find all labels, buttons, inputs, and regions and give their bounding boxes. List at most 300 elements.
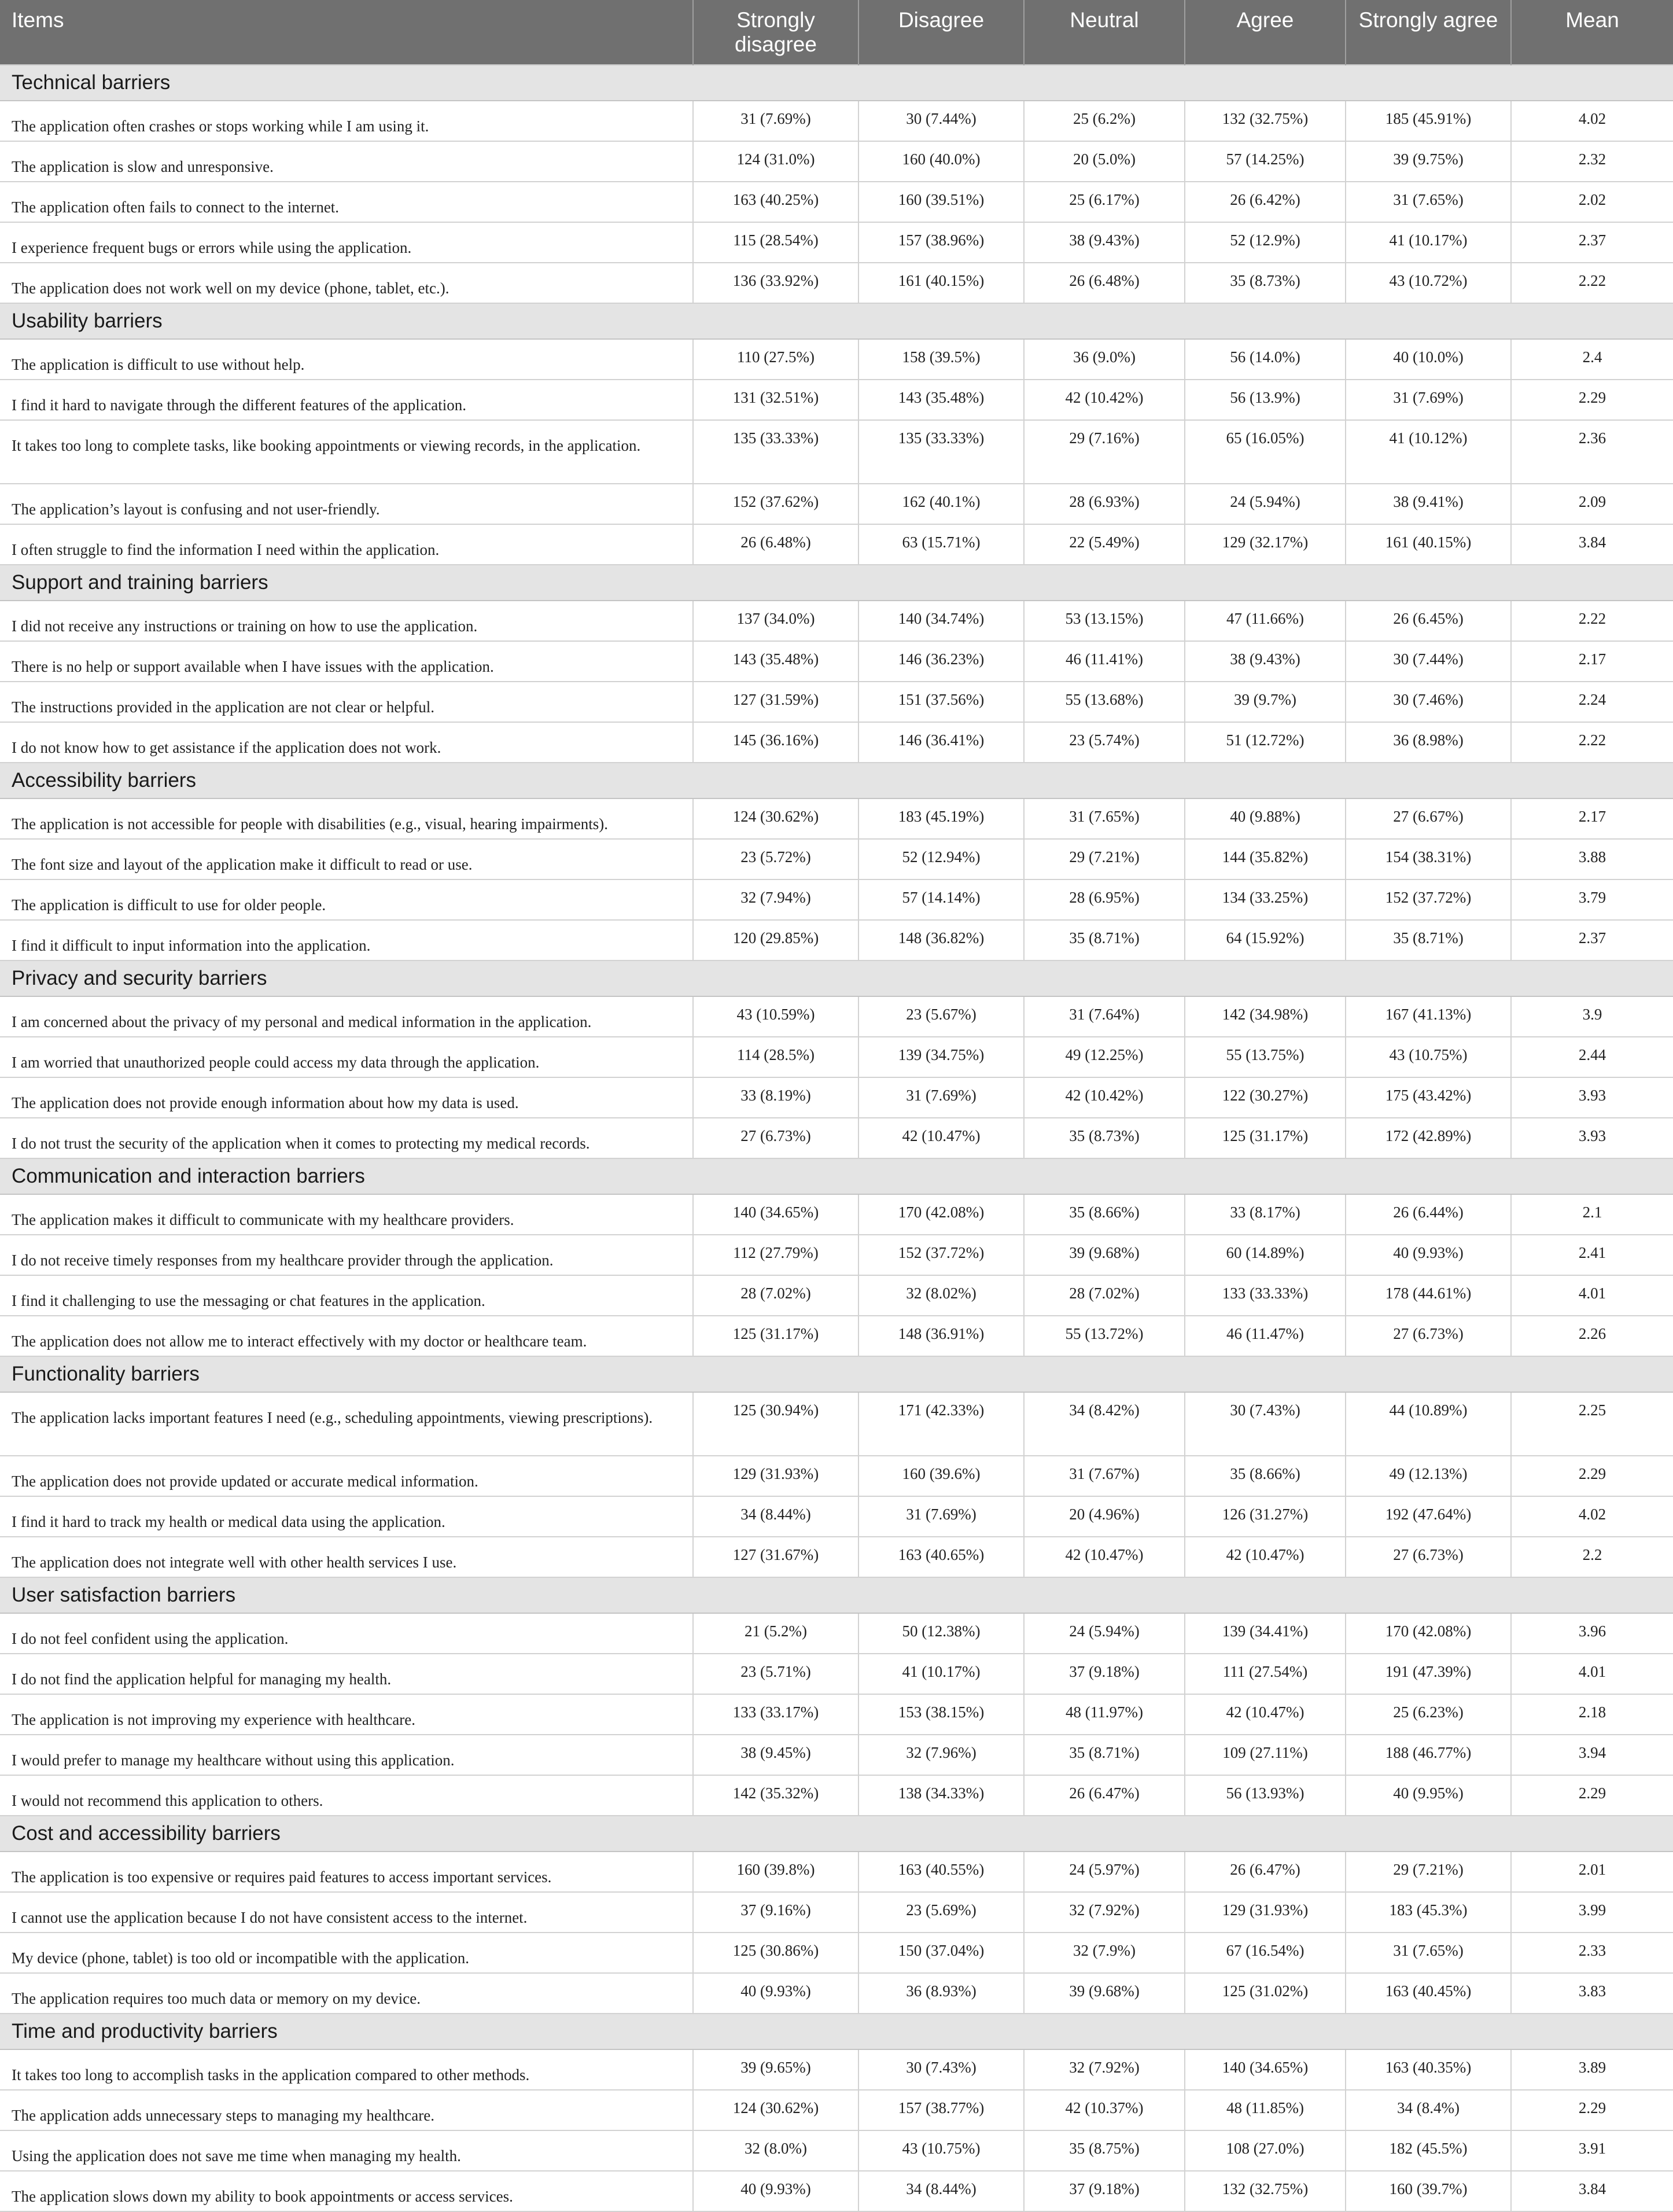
agree-cell: 26 (6.47%)	[1185, 1852, 1346, 1892]
strongly-disagree-cell: 27 (6.73%)	[693, 1118, 858, 1158]
section-title: Cost and accessibility barriers	[0, 1816, 1673, 1852]
item-text: I am worried that unauthorized people could access my data through the application.	[0, 1037, 693, 1077]
section-title: Time and productivity barriers	[0, 2014, 1673, 2049]
table-row	[0, 2049, 1673, 2090]
strongly-agree-cell: 182 (45.5%)	[1346, 2130, 1511, 2171]
table-row	[0, 1456, 1673, 1496]
table-row	[0, 420, 1673, 484]
disagree-cell: 23 (5.69%)	[858, 1892, 1024, 1933]
disagree-cell: 160 (39.51%)	[858, 182, 1024, 222]
neutral-cell: 34 (8.42%)	[1024, 1392, 1185, 1456]
strongly-disagree-cell: 145 (36.16%)	[693, 722, 858, 763]
neutral-cell: 29 (7.16%)	[1024, 420, 1185, 484]
item-text: I do not receive timely responses from my healthcare provider through the application.	[0, 1235, 693, 1275]
section-row	[0, 960, 1673, 996]
item-text: I find it difficult to input information into the application.	[0, 920, 693, 960]
disagree-cell: 36 (8.93%)	[858, 1973, 1024, 2014]
section-row	[0, 1158, 1673, 1194]
item-text: The application does not provide updated or accurate medical information.	[0, 1456, 693, 1496]
strongly-agree-cell: 29 (7.21%)	[1346, 1852, 1511, 1892]
strongly-disagree-cell: 143 (35.48%)	[693, 641, 858, 682]
neutral-cell: 32 (7.92%)	[1024, 2049, 1185, 2090]
neutral-cell: 37 (9.18%)	[1024, 1654, 1185, 1694]
strongly-agree-cell: 40 (10.0%)	[1346, 339, 1511, 380]
neutral-cell: 39 (9.68%)	[1024, 1235, 1185, 1275]
disagree-cell: 146 (36.23%)	[858, 641, 1024, 682]
table-row	[0, 339, 1673, 380]
strongly-agree-cell: 44 (10.89%)	[1346, 1392, 1511, 1456]
table-row	[0, 1537, 1673, 1577]
strongly-agree-cell: 188 (46.77%)	[1346, 1735, 1511, 1775]
strongly-disagree-cell: 124 (30.62%)	[693, 798, 858, 839]
neutral-cell: 32 (7.9%)	[1024, 1933, 1185, 1973]
section-row	[0, 65, 1673, 101]
neutral-cell: 38 (9.43%)	[1024, 222, 1185, 263]
strongly-disagree-cell: 136 (33.92%)	[693, 263, 858, 303]
strongly-disagree-cell: 32 (8.0%)	[693, 2130, 858, 2171]
strongly-agree-cell: 26 (6.45%)	[1346, 601, 1511, 641]
mean-cell: 4.01	[1511, 1275, 1673, 1316]
item-text: I experience frequent bugs or errors while using the application.	[0, 222, 693, 263]
disagree-cell: 170 (42.08%)	[858, 1194, 1024, 1235]
item-text: I am concerned about the privacy of my personal and medical information in the application.	[0, 996, 693, 1037]
mean-cell: 3.94	[1511, 1735, 1673, 1775]
strongly-agree-cell: 43 (10.72%)	[1346, 263, 1511, 303]
agree-cell: 56 (14.0%)	[1185, 339, 1346, 380]
strongly-disagree-cell: 40 (9.93%)	[693, 1973, 858, 2014]
item-text: I find it challenging to use the messaging or chat features in the application.	[0, 1275, 693, 1316]
strongly-disagree-cell: 40 (9.93%)	[693, 2171, 858, 2211]
agree-cell: 126 (31.27%)	[1185, 1496, 1346, 1537]
mean-cell: 3.9	[1511, 996, 1673, 1037]
header-agree: Agree	[1185, 0, 1346, 65]
table-row	[0, 682, 1673, 722]
mean-cell: 2.29	[1511, 380, 1673, 420]
strongly-disagree-cell: 152 (37.62%)	[693, 484, 858, 524]
neutral-cell: 36 (9.0%)	[1024, 339, 1185, 380]
strongly-agree-cell: 40 (9.93%)	[1346, 1235, 1511, 1275]
mean-cell: 2.1	[1511, 1194, 1673, 1235]
table-row	[0, 1235, 1673, 1275]
strongly-agree-cell: 160 (39.7%)	[1346, 2171, 1511, 2211]
neutral-cell: 53 (13.15%)	[1024, 601, 1185, 641]
agree-cell: 108 (27.0%)	[1185, 2130, 1346, 2171]
table-row	[0, 920, 1673, 960]
item-text: The application does not work well on my device (phone, tablet, etc.).	[0, 263, 693, 303]
mean-cell: 3.79	[1511, 879, 1673, 920]
item-text: The application often fails to connect to the internet.	[0, 182, 693, 222]
agree-cell: 133 (33.33%)	[1185, 1275, 1346, 1316]
agree-cell: 51 (12.72%)	[1185, 722, 1346, 763]
strongly-agree-cell: 170 (42.08%)	[1346, 1613, 1511, 1654]
item-text: I do not know how to get assistance if the application does not work.	[0, 722, 693, 763]
table-row	[0, 1694, 1673, 1735]
item-text: The application adds unnecessary steps to managing my healthcare.	[0, 2090, 693, 2130]
strongly-disagree-cell: 28 (7.02%)	[693, 1275, 858, 1316]
neutral-cell: 31 (7.65%)	[1024, 798, 1185, 839]
item-text: I do not find the application helpful for managing my health.	[0, 1654, 693, 1694]
mean-cell: 4.02	[1511, 101, 1673, 141]
header-disagree: Disagree	[858, 0, 1024, 65]
item-text: It takes too long to accomplish tasks in the application compared to other methods.	[0, 2049, 693, 2090]
section-row	[0, 763, 1673, 798]
table-row	[0, 1892, 1673, 1933]
mean-cell: 2.22	[1511, 722, 1673, 763]
table-row	[0, 1392, 1673, 1456]
neutral-cell: 35 (8.73%)	[1024, 1118, 1185, 1158]
disagree-cell: 50 (12.38%)	[858, 1613, 1024, 1654]
disagree-cell: 157 (38.77%)	[858, 2090, 1024, 2130]
item-text: The application does not integrate well with other health services I use.	[0, 1537, 693, 1577]
neutral-cell: 35 (8.71%)	[1024, 920, 1185, 960]
neutral-cell: 32 (7.92%)	[1024, 1892, 1185, 1933]
section-row	[0, 565, 1673, 601]
table-body	[0, 65, 1673, 2211]
table-row	[0, 141, 1673, 182]
table-row	[0, 222, 1673, 263]
strongly-disagree-cell: 110 (27.5%)	[693, 339, 858, 380]
mean-cell: 2.44	[1511, 1037, 1673, 1077]
disagree-cell: 148 (36.91%)	[858, 1316, 1024, 1356]
neutral-cell: 35 (8.71%)	[1024, 1735, 1185, 1775]
strongly-agree-cell: 38 (9.41%)	[1346, 484, 1511, 524]
disagree-cell: 43 (10.75%)	[858, 2130, 1024, 2171]
item-text: I would not recommend this application to others.	[0, 1775, 693, 1816]
strongly-disagree-cell: 125 (31.17%)	[693, 1316, 858, 1356]
mean-cell: 3.99	[1511, 1892, 1673, 1933]
neutral-cell: 31 (7.67%)	[1024, 1456, 1185, 1496]
agree-cell: 26 (6.42%)	[1185, 182, 1346, 222]
mean-cell: 2.29	[1511, 2090, 1673, 2130]
disagree-cell: 152 (37.72%)	[858, 1235, 1024, 1275]
agree-cell: 67 (16.54%)	[1185, 1933, 1346, 1973]
table-row	[0, 1496, 1673, 1537]
strongly-disagree-cell: 39 (9.65%)	[693, 2049, 858, 2090]
item-text: The application does not provide enough information about how my data is used.	[0, 1077, 693, 1118]
strongly-disagree-cell: 127 (31.67%)	[693, 1537, 858, 1577]
strongly-disagree-cell: 125 (30.86%)	[693, 1933, 858, 1973]
disagree-cell: 148 (36.82%)	[858, 920, 1024, 960]
disagree-cell: 160 (39.6%)	[858, 1456, 1024, 1496]
item-text: The application is difficult to use for older people.	[0, 879, 693, 920]
mean-cell: 2.22	[1511, 601, 1673, 641]
table-row	[0, 1077, 1673, 1118]
agree-cell: 42 (10.47%)	[1185, 1694, 1346, 1735]
strongly-disagree-cell: 140 (34.65%)	[693, 1194, 858, 1235]
strongly-disagree-cell: 114 (28.5%)	[693, 1037, 858, 1077]
agree-cell: 24 (5.94%)	[1185, 484, 1346, 524]
strongly-disagree-cell: 133 (33.17%)	[693, 1694, 858, 1735]
item-text: The application’s layout is confusing and not user-friendly.	[0, 484, 693, 524]
strongly-agree-cell: 192 (47.64%)	[1346, 1496, 1511, 1537]
disagree-cell: 63 (15.71%)	[858, 524, 1024, 565]
mean-cell: 3.91	[1511, 2130, 1673, 2171]
mean-cell: 2.32	[1511, 141, 1673, 182]
agree-cell: 122 (30.27%)	[1185, 1077, 1346, 1118]
item-text: The application is too expensive or requires paid features to access important services.	[0, 1852, 693, 1892]
section-row	[0, 1356, 1673, 1392]
table-row	[0, 996, 1673, 1037]
table-row	[0, 1933, 1673, 1973]
agree-cell: 56 (13.93%)	[1185, 1775, 1346, 1816]
mean-cell: 2.25	[1511, 1392, 1673, 1456]
agree-cell: 48 (11.85%)	[1185, 2090, 1346, 2130]
mean-cell: 2.09	[1511, 484, 1673, 524]
agree-cell: 60 (14.89%)	[1185, 1235, 1346, 1275]
strongly-agree-cell: 175 (43.42%)	[1346, 1077, 1511, 1118]
strongly-agree-cell: 41 (10.12%)	[1346, 420, 1511, 484]
agree-cell: 56 (13.9%)	[1185, 380, 1346, 420]
disagree-cell: 32 (7.96%)	[858, 1735, 1024, 1775]
disagree-cell: 52 (12.94%)	[858, 839, 1024, 879]
strongly-agree-cell: 31 (7.65%)	[1346, 182, 1511, 222]
agree-cell: 52 (12.9%)	[1185, 222, 1346, 263]
strongly-agree-cell: 185 (45.91%)	[1346, 101, 1511, 141]
strongly-disagree-cell: 142 (35.32%)	[693, 1775, 858, 1816]
item-text: I find it hard to track my health or medical data using the application.	[0, 1496, 693, 1537]
strongly-disagree-cell: 129 (31.93%)	[693, 1456, 858, 1496]
neutral-cell: 22 (5.49%)	[1024, 524, 1185, 565]
item-text: I do not feel confident using the application.	[0, 1613, 693, 1654]
mean-cell: 2.37	[1511, 222, 1673, 263]
mean-cell: 3.96	[1511, 1613, 1673, 1654]
disagree-cell: 41 (10.17%)	[858, 1654, 1024, 1694]
item-text: The application is not accessible for people with disabilities (e.g., visual, hearing impairments).	[0, 798, 693, 839]
disagree-cell: 158 (39.5%)	[858, 339, 1024, 380]
neutral-cell: 49 (12.25%)	[1024, 1037, 1185, 1077]
table-row	[0, 1973, 1673, 2014]
disagree-cell: 146 (36.41%)	[858, 722, 1024, 763]
strongly-agree-cell: 26 (6.44%)	[1346, 1194, 1511, 1235]
disagree-cell: 30 (7.43%)	[858, 2049, 1024, 2090]
mean-cell: 4.02	[1511, 1496, 1673, 1537]
mean-cell: 3.83	[1511, 1973, 1673, 2014]
item-text: My device (phone, tablet) is too old or incompatible with the application.	[0, 1933, 693, 1973]
strongly-agree-cell: 27 (6.73%)	[1346, 1537, 1511, 1577]
mean-cell: 2.02	[1511, 182, 1673, 222]
table-row	[0, 1037, 1673, 1077]
agree-cell: 35 (8.66%)	[1185, 1456, 1346, 1496]
table-row	[0, 101, 1673, 141]
disagree-cell: 183 (45.19%)	[858, 798, 1024, 839]
strongly-agree-cell: 35 (8.71%)	[1346, 920, 1511, 960]
disagree-cell: 34 (8.44%)	[858, 2171, 1024, 2211]
disagree-cell: 151 (37.56%)	[858, 682, 1024, 722]
neutral-cell: 39 (9.68%)	[1024, 1973, 1185, 2014]
strongly-agree-cell: 191 (47.39%)	[1346, 1654, 1511, 1694]
disagree-cell: 150 (37.04%)	[858, 1933, 1024, 1973]
mean-cell: 2.17	[1511, 798, 1673, 839]
strongly-disagree-cell: 23 (5.72%)	[693, 839, 858, 879]
strongly-agree-cell: 161 (40.15%)	[1346, 524, 1511, 565]
mean-cell: 2.26	[1511, 1316, 1673, 1356]
table-row	[0, 263, 1673, 303]
mean-cell: 2.17	[1511, 641, 1673, 682]
strongly-agree-cell: 178 (44.61%)	[1346, 1275, 1511, 1316]
section-row	[0, 1577, 1673, 1613]
disagree-cell: 163 (40.65%)	[858, 1537, 1024, 1577]
agree-cell: 46 (11.47%)	[1185, 1316, 1346, 1356]
item-text: I cannot use the application because I do not have consistent access to the internet.	[0, 1892, 693, 1933]
strongly-disagree-cell: 26 (6.48%)	[693, 524, 858, 565]
item-text: I do not trust the security of the application when it comes to protecting my medical records.	[0, 1118, 693, 1158]
disagree-cell: 32 (8.02%)	[858, 1275, 1024, 1316]
mean-cell: 3.93	[1511, 1077, 1673, 1118]
table-row	[0, 2130, 1673, 2171]
section-row	[0, 303, 1673, 339]
strongly-agree-cell: 30 (7.46%)	[1346, 682, 1511, 722]
item-text: The font size and layout of the application make it difficult to read or use.	[0, 839, 693, 879]
header-strongly-agree: Strongly agree	[1346, 0, 1511, 65]
section-row	[0, 2014, 1673, 2049]
mean-cell: 2.29	[1511, 1456, 1673, 1496]
neutral-cell: 42 (10.42%)	[1024, 380, 1185, 420]
neutral-cell: 55 (13.72%)	[1024, 1316, 1185, 1356]
section-row	[0, 1816, 1673, 1852]
neutral-cell: 23 (5.74%)	[1024, 722, 1185, 763]
disagree-cell: 31 (7.69%)	[858, 1077, 1024, 1118]
mean-cell: 2.36	[1511, 420, 1673, 484]
item-text: The application lacks important features I need (e.g., scheduling appointments, viewing prescriptions).	[0, 1392, 693, 1456]
strongly-agree-cell: 40 (9.95%)	[1346, 1775, 1511, 1816]
agree-cell: 139 (34.41%)	[1185, 1613, 1346, 1654]
table-row	[0, 484, 1673, 524]
disagree-cell: 42 (10.47%)	[858, 1118, 1024, 1158]
disagree-cell: 140 (34.74%)	[858, 601, 1024, 641]
neutral-cell: 24 (5.94%)	[1024, 1613, 1185, 1654]
agree-cell: 140 (34.65%)	[1185, 2049, 1346, 2090]
neutral-cell: 28 (7.02%)	[1024, 1275, 1185, 1316]
strongly-disagree-cell: 135 (33.33%)	[693, 420, 858, 484]
agree-cell: 132 (32.75%)	[1185, 2171, 1346, 2211]
table-row	[0, 601, 1673, 641]
section-title: Communication and interaction barriers	[0, 1158, 1673, 1194]
strongly-disagree-cell: 137 (34.0%)	[693, 601, 858, 641]
table-row	[0, 1775, 1673, 1816]
neutral-cell: 37 (9.18%)	[1024, 2171, 1185, 2211]
strongly-disagree-cell: 124 (31.0%)	[693, 141, 858, 182]
disagree-cell: 30 (7.44%)	[858, 101, 1024, 141]
neutral-cell: 35 (8.75%)	[1024, 2130, 1185, 2171]
neutral-cell: 28 (6.95%)	[1024, 879, 1185, 920]
neutral-cell: 26 (6.48%)	[1024, 263, 1185, 303]
strongly-disagree-cell: 112 (27.79%)	[693, 1235, 858, 1275]
strongly-agree-cell: 39 (9.75%)	[1346, 141, 1511, 182]
section-title: Functionality barriers	[0, 1356, 1673, 1392]
strongly-disagree-cell: 163 (40.25%)	[693, 182, 858, 222]
strongly-agree-cell: 49 (12.13%)	[1346, 1456, 1511, 1496]
strongly-agree-cell: 36 (8.98%)	[1346, 722, 1511, 763]
section-title: Technical barriers	[0, 65, 1673, 101]
neutral-cell: 35 (8.66%)	[1024, 1194, 1185, 1235]
section-title: Accessibility barriers	[0, 763, 1673, 798]
item-text: The application often crashes or stops working while I am using it.	[0, 101, 693, 141]
table-row	[0, 2171, 1673, 2211]
table-row	[0, 879, 1673, 920]
neutral-cell: 48 (11.97%)	[1024, 1694, 1185, 1735]
agree-cell: 109 (27.11%)	[1185, 1735, 1346, 1775]
strongly-agree-cell: 167 (41.13%)	[1346, 996, 1511, 1037]
mean-cell: 2.37	[1511, 920, 1673, 960]
agree-cell: 35 (8.73%)	[1185, 263, 1346, 303]
disagree-cell: 162 (40.1%)	[858, 484, 1024, 524]
neutral-cell: 25 (6.17%)	[1024, 182, 1185, 222]
agree-cell: 134 (33.25%)	[1185, 879, 1346, 920]
strongly-agree-cell: 43 (10.75%)	[1346, 1037, 1511, 1077]
neutral-cell: 55 (13.68%)	[1024, 682, 1185, 722]
disagree-cell: 171 (42.33%)	[858, 1392, 1024, 1456]
header-items: Items	[0, 0, 693, 65]
agree-cell: 129 (31.93%)	[1185, 1892, 1346, 1933]
strongly-disagree-cell: 125 (30.94%)	[693, 1392, 858, 1456]
strongly-disagree-cell: 124 (30.62%)	[693, 2090, 858, 2130]
item-text: It takes too long to complete tasks, like booking appointments or viewing records, in the application.	[0, 420, 693, 484]
strongly-disagree-cell: 160 (39.8%)	[693, 1852, 858, 1892]
disagree-cell: 135 (33.33%)	[858, 420, 1024, 484]
neutral-cell: 46 (11.41%)	[1024, 641, 1185, 682]
neutral-cell: 42 (10.37%)	[1024, 2090, 1185, 2130]
strongly-agree-cell: 163 (40.35%)	[1346, 2049, 1511, 2090]
agree-cell: 39 (9.7%)	[1185, 682, 1346, 722]
agree-cell: 33 (8.17%)	[1185, 1194, 1346, 1235]
disagree-cell: 160 (40.0%)	[858, 141, 1024, 182]
item-text: I find it hard to navigate through the different features of the application.	[0, 380, 693, 420]
mean-cell: 2.33	[1511, 1933, 1673, 1973]
mean-cell: 3.93	[1511, 1118, 1673, 1158]
neutral-cell: 29 (7.21%)	[1024, 839, 1185, 879]
strongly-agree-cell: 183 (45.3%)	[1346, 1892, 1511, 1933]
strongly-disagree-cell: 31 (7.69%)	[693, 101, 858, 141]
agree-cell: 132 (32.75%)	[1185, 101, 1346, 141]
mean-cell: 2.22	[1511, 263, 1673, 303]
item-text: The instructions provided in the application are not clear or helpful.	[0, 682, 693, 722]
strongly-disagree-cell: 127 (31.59%)	[693, 682, 858, 722]
item-text: The application is slow and unresponsive.	[0, 141, 693, 182]
strongly-agree-cell: 25 (6.23%)	[1346, 1694, 1511, 1735]
disagree-cell: 57 (14.14%)	[858, 879, 1024, 920]
agree-cell: 125 (31.02%)	[1185, 1973, 1346, 2014]
item-text: Using the application does not save me time when managing my health.	[0, 2130, 693, 2171]
mean-cell: 2.4	[1511, 339, 1673, 380]
mean-cell: 2.01	[1511, 1852, 1673, 1892]
agree-cell: 55 (13.75%)	[1185, 1037, 1346, 1077]
strongly-disagree-cell: 38 (9.45%)	[693, 1735, 858, 1775]
mean-cell: 2.24	[1511, 682, 1673, 722]
neutral-cell: 24 (5.97%)	[1024, 1852, 1185, 1892]
agree-cell: 38 (9.43%)	[1185, 641, 1346, 682]
table-row	[0, 380, 1673, 420]
strongly-disagree-cell: 43 (10.59%)	[693, 996, 858, 1037]
header-mean: Mean	[1511, 0, 1673, 65]
item-text: I did not receive any instructions or training on how to use the application.	[0, 601, 693, 641]
agree-cell: 47 (11.66%)	[1185, 601, 1346, 641]
table-row	[0, 1852, 1673, 1892]
strongly-disagree-cell: 32 (7.94%)	[693, 879, 858, 920]
agree-cell: 57 (14.25%)	[1185, 141, 1346, 182]
table-row	[0, 798, 1673, 839]
mean-cell: 3.84	[1511, 2171, 1673, 2211]
agree-cell: 111 (27.54%)	[1185, 1654, 1346, 1694]
disagree-cell: 153 (38.15%)	[858, 1694, 1024, 1735]
strongly-disagree-cell: 37 (9.16%)	[693, 1892, 858, 1933]
mean-cell: 3.89	[1511, 2049, 1673, 2090]
strongly-agree-cell: 27 (6.73%)	[1346, 1316, 1511, 1356]
table-row	[0, 1118, 1673, 1158]
strongly-agree-cell: 41 (10.17%)	[1346, 222, 1511, 263]
item-text: I often struggle to find the information I need within the application.	[0, 524, 693, 565]
strongly-agree-cell: 31 (7.65%)	[1346, 1933, 1511, 1973]
mean-cell: 2.2	[1511, 1537, 1673, 1577]
